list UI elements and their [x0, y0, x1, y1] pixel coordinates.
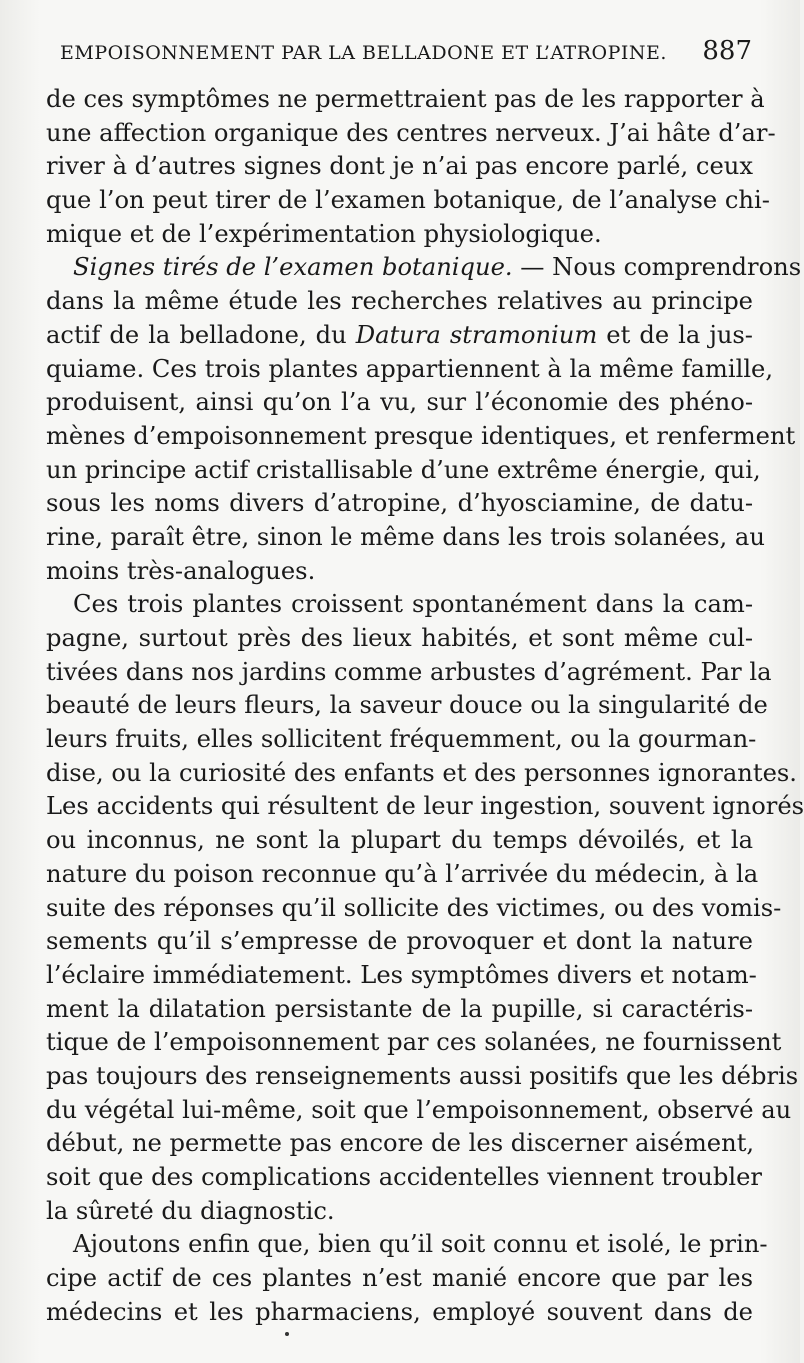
text-span: et de la jus-	[597, 320, 753, 349]
text-line: tique de l’empoisonnement par ces solanées, ne fournissent	[46, 1028, 782, 1057]
text-line: dans la même étude les recherches relatives au principe	[46, 287, 753, 316]
text-line: soit que des complications accidentelles viennent troubler	[46, 1163, 762, 1191]
text-line: mique et de l’expérimentation physiologique.	[46, 219, 602, 248]
text-line: produisent, ainsi qu’on l’a vu, sur l’économie des phéno-	[46, 388, 753, 417]
paragraph-1	[46, 83, 776, 251]
text-line: river à d’autres signes dont je n’ai pas encore parlé, ceux	[46, 152, 753, 181]
paragraph-2	[46, 251, 802, 588]
text-line: Ces trois plantes croissent spontanément dans la cam-	[73, 590, 753, 619]
print-speck	[285, 1332, 289, 1336]
text-line: rine, paraît être, sinon le même dans les trois solanées, au	[46, 522, 765, 551]
text-line: Ajoutons enfin que, bien qu’il soit connu et isolé, le prin-	[73, 1230, 768, 1259]
paragraph-3	[46, 588, 804, 1228]
body-text	[46, 83, 804, 1329]
text-line: une affection organique des centres nerveux. J’ai hâte d’ar-	[46, 118, 776, 147]
text-line: la sûreté du diagnostic.	[46, 1196, 335, 1225]
text-line	[46, 319, 753, 353]
text-span: actif de la belladone, du	[46, 320, 356, 349]
text-line: que l’on peut tirer de l’examen botanique, de l’analyse chi-	[46, 186, 770, 215]
text-line: ou inconnus, ne sont la plupart du temps dévoilés, et la	[46, 826, 753, 855]
running-head: EMPOISONNEMENT PAR LA BELLADONE ET L’ATROPINE.	[60, 42, 667, 64]
page-number: 887	[702, 36, 752, 66]
text-line: sous les noms divers d’atropine, d’hyosciamine, de datu-	[46, 489, 753, 518]
text-line: nature du poison reconnue qu’à l’arrivée du médecin, à la	[46, 859, 759, 888]
text-line: l’éclaire immédiatement. Les symptômes divers et notam-	[46, 960, 757, 989]
section-heading: Signes tirés de l’examen botanique.	[73, 253, 513, 282]
text-line: cipe actif de ces plantes n’est manié encore que par les	[46, 1264, 753, 1293]
text-span: — Nous comprendrons	[512, 253, 802, 282]
text-line: pas toujours des renseignements aussi positifs que les débris	[46, 1061, 799, 1090]
text-line: de ces symptômes ne permettraient pas de les rapporter à	[46, 85, 765, 113]
text-line: suite des réponses qu’il sollicite des victimes, ou des vomis-	[46, 893, 782, 922]
text-line: Les accidents qui résultent de leur ingestion, souvent ignorés	[46, 792, 804, 821]
text-line: quiame. Ces trois plantes appartiennent à la même famille,	[46, 354, 774, 383]
text-line: ment la dilatation persistante de la pupille, si caractéris-	[46, 994, 753, 1023]
text-line: un principe actif cristallisable d’une extrême énergie, qui,	[46, 455, 761, 484]
text-line: leurs fruits, elles sollicitent fréquemment, ou la gourman-	[46, 725, 757, 754]
text-line: mènes d’empoisonnement presque identiques, et renferment	[46, 421, 796, 450]
text-line: sements qu’il s’empresse de provoquer et dont la nature	[46, 927, 753, 956]
text-line: beauté de leurs fleurs, la saveur douce ou la singularité de	[46, 691, 768, 720]
paragraph-4	[46, 1228, 768, 1329]
text-line: moins très-analogues.	[46, 556, 316, 585]
text-line: tivées dans nos jardins comme arbustes d’agrément. Par la	[46, 657, 772, 686]
page-header	[60, 36, 752, 72]
text-line	[46, 251, 802, 285]
text-line: du végétal lui-même, soit que l’empoisonnement, observé au	[46, 1095, 792, 1124]
text-line: début, ne permette pas encore de les discerner aisément,	[46, 1129, 755, 1158]
text-line: pagne, surtout près des lieux habités, et sont même cul-	[46, 624, 753, 652]
species-name: Datura stramonium	[355, 320, 598, 349]
text-line: dise, ou la curiosité des enfants et des personnes ignorantes.	[46, 758, 797, 787]
text-line: médecins et les pharmaciens, employé souvent dans de	[46, 1297, 753, 1326]
